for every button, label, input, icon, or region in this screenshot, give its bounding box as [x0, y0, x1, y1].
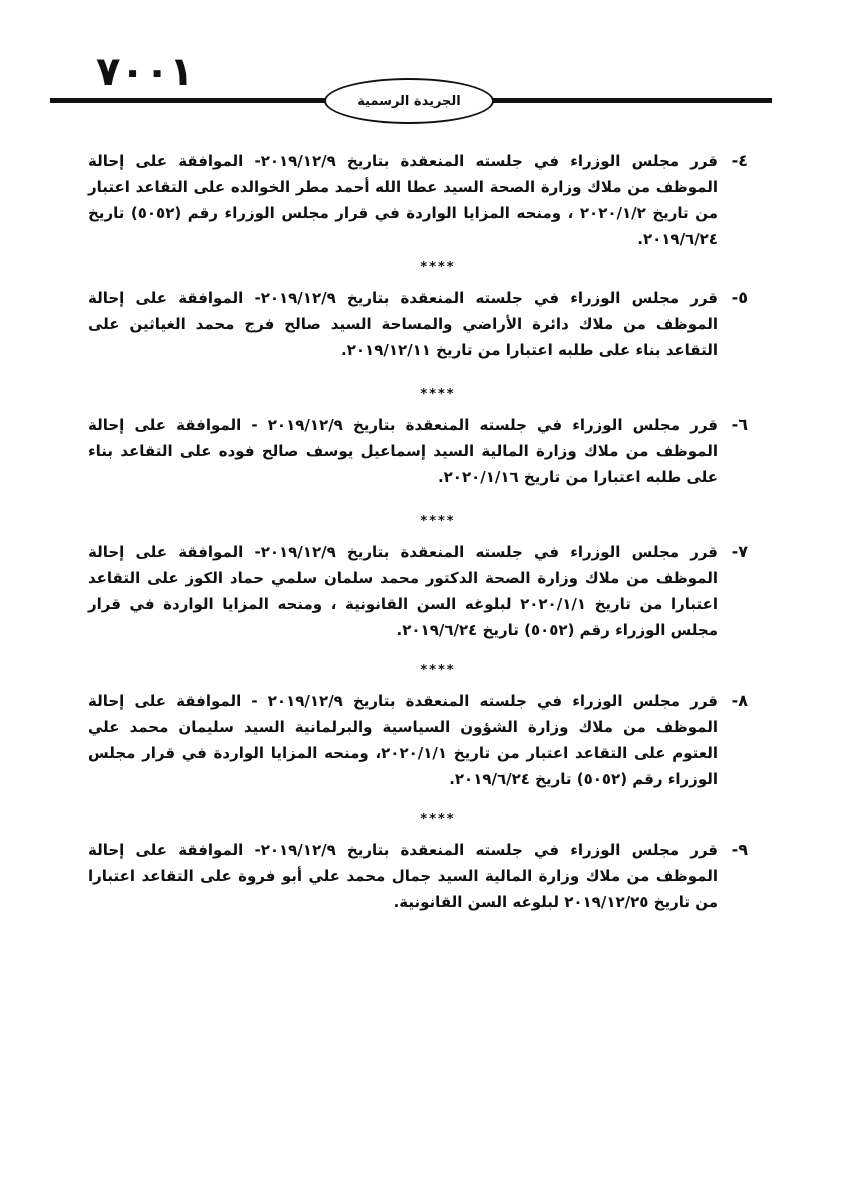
decision-number: ٦- [731, 415, 748, 434]
decision-number: ٩- [731, 840, 748, 859]
decision-item [88, 412, 748, 490]
separator: **** [420, 514, 456, 529]
decision-text: قرر مجلس الوزراء في جلسته المنعقدة بتاريخ ٢٠١٩/١٢/٩ - الموافقة على إحالة الموظف من ملاك وزارة المالية السيد إسماعيل يوسف صالح فوده على التقاعد بناء على طلبه اعتبارا من تاريخ ٢٠٢٠/١/١٦. [88, 416, 718, 486]
decision-item [88, 148, 748, 252]
separator: **** [420, 260, 456, 275]
decision-number: ٤- [731, 151, 748, 170]
decision-number: ٥- [731, 288, 748, 307]
separator: **** [420, 812, 456, 827]
page-number: ٧٠٠١ [96, 49, 194, 95]
decisions-list [88, 148, 748, 915]
separator: **** [420, 663, 456, 678]
gazette-title: الجريدة الرسمية [357, 93, 461, 109]
decision-text: قرر مجلس الوزراء في جلسته المنعقدة بتاريخ ٢٠١٩/١٢/٩- الموافقة على إحالة الموظف من ملاك دائرة الأراضي والمساحة السيد صالح فرج محمد الغياثين على التقاعد بناء على طلبه اعتبارا من تاريخ ٢٠١٩/١٢/١١. [88, 289, 718, 359]
decision-item [88, 539, 748, 643]
separator: **** [420, 387, 456, 402]
decision-number: ٧- [731, 542, 748, 561]
decision-text: قرر مجلس الوزراء في جلسته المنعقدة بتاريخ ٢٠١٩/١٢/٩- الموافقة على إحالة الموظف من ملاك وزارة المالية السيد جمال محمد علي أبو فروة على التقاعد اعتبارا من تاريخ ٢٠١٩/١٢/٢٥ لبلوغه السن القانونية. [88, 841, 718, 911]
decision-item [88, 837, 748, 915]
decision-text: قرر مجلس الوزراء في جلسته المنعقدة بتاريخ ٢٠١٩/١٢/٩- الموافقة على إحالة الموظف من ملاك وزارة الصحة الدكتور محمد سلمان سلمي حماد الكوز على التقاعد اعتبارا من تاريخ ٢٠٢٠/١/١ لبلوغه السن القانونية ، ومنحه المزايا الواردة في قرار مجلس الوزراء رقم (٥٠٥٢) تاريخ ٢٠١٩/٦/٢٤. [88, 543, 718, 639]
decision-number: ٨- [731, 691, 748, 710]
header-oval [324, 78, 494, 124]
decision-item [88, 688, 748, 792]
decision-text: قرر مجلس الوزراء في جلسته المنعقدة بتاريخ ٢٠١٩/١٢/٩- الموافقة على إحالة الموظف من ملاك وزارة الصحة السيد عطا الله أحمد مطر الخوالده على التقاعد اعتبار من تاريخ ٢٠٢٠/١/٢ ، ومنحه المزايا الواردة في قرار مجلس الوزراء رقم (٥٠٥٢) تاريخ ٢٠١٩/٦/٢٤. [88, 152, 719, 248]
decision-text: قرر مجلس الوزراء في جلسته المنعقدة بتاريخ ٢٠١٩/١٢/٩ - الموافقة على إحالة الموظف من ملاك وزارة الشؤون السياسية والبرلمانية السيد سليمان محمد علي العتوم على التقاعد اعتبار من تاريخ ٢٠٢٠/١/١، ومنحه المزايا الواردة في قرار مجلس الوزراء رقم (٥٠٥٢) تاريخ ٢٠١٩/٦/٢٤. [88, 692, 718, 788]
decision-item [88, 285, 748, 363]
